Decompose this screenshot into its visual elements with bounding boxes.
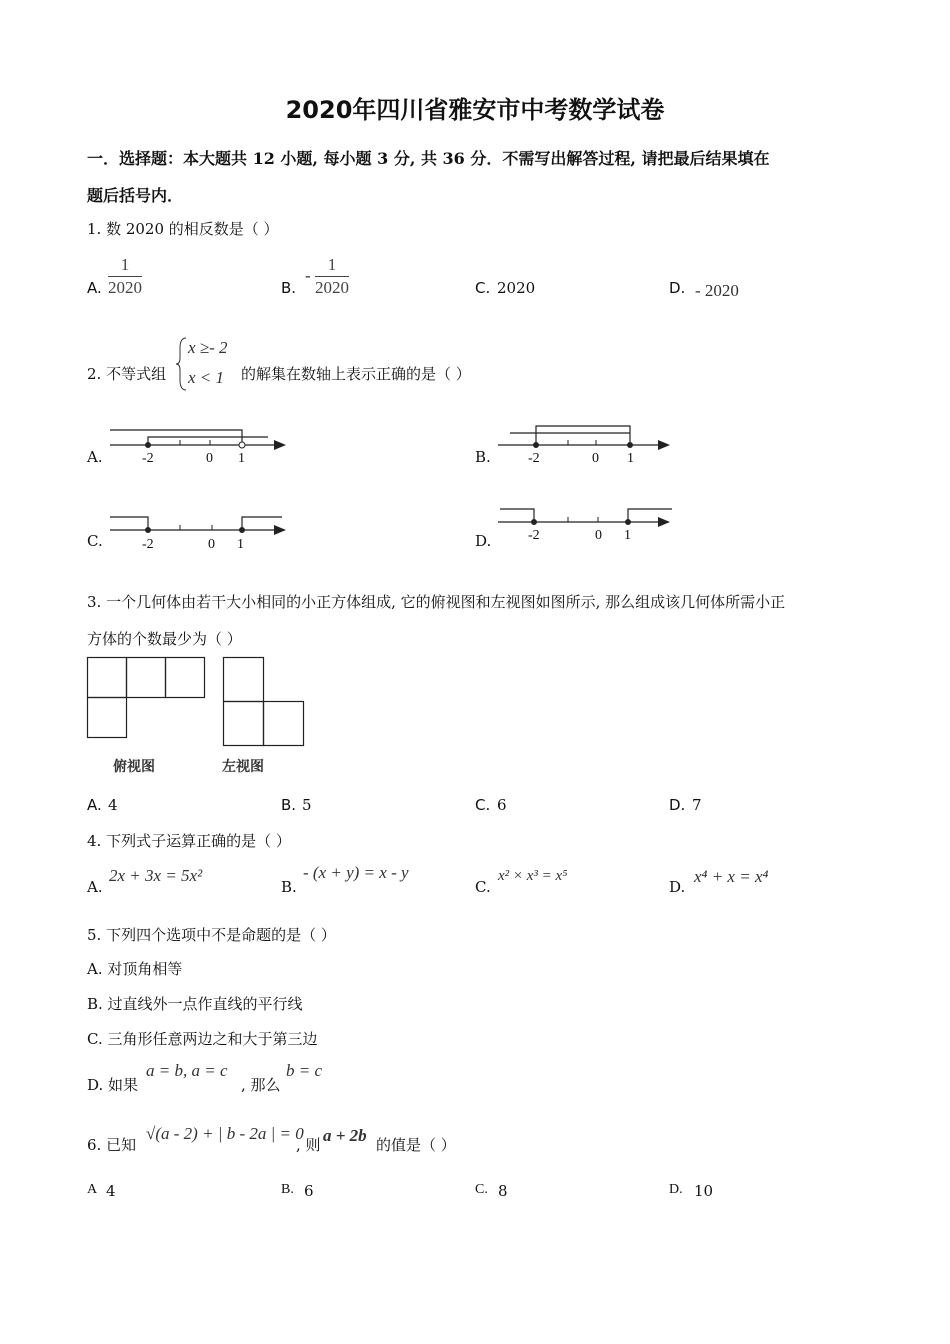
q6-option-d-text: 10 — [694, 1182, 714, 1200]
q1-option-b-label: B. — [281, 279, 297, 297]
q5-option-c: C. 三角形任意两边之和大于第三边 — [87, 1030, 318, 1048]
q2-inequality-2: x < 1 — [188, 368, 225, 387]
q4-option-c-label: C. — [475, 878, 491, 896]
question-6-stem-suffix: 的值是（ ） — [376, 1136, 456, 1154]
q2-option-d-number-line — [498, 500, 678, 530]
q4-option-a-label: A. — [87, 878, 103, 896]
question-1-stem: 1. 数 2020 的相反数是（ ） — [87, 220, 279, 238]
q6-option-b-label: B. — [281, 1182, 294, 1197]
q5-option-d-math-2: b = c — [286, 1061, 323, 1080]
q1-option-a-fraction — [108, 255, 142, 298]
q2-option-b-label: B. — [475, 448, 491, 466]
q4-option-b-math: - (x + y) = x - y — [303, 863, 409, 882]
q2-option-c-label: C. — [87, 532, 103, 550]
q5-option-d-prefix: D. 如果 — [87, 1076, 139, 1094]
q4-option-b-label: B. — [281, 878, 297, 896]
q3-left-view-figure — [223, 657, 305, 747]
page-title: 2020年四川省雅安市中考数学试卷 — [285, 96, 665, 124]
q2-a-tick-1: 1 — [238, 451, 245, 466]
q2-b-tick-1: 1 — [627, 451, 634, 466]
section-header-line1: 一．选择题：本大题共 12 小题, 每小题 3 分, 共 36 分．不需写出解答过程, 请把最后结果填在 — [87, 149, 770, 168]
q1-a-numerator: 1 — [108, 255, 142, 277]
q1-b-denominator: 2020 — [315, 278, 349, 297]
q3-option-d-text: 7 — [692, 796, 702, 814]
q3-option-c-text: 6 — [497, 796, 507, 814]
q1-option-a-label: A. — [87, 279, 102, 297]
q2-d-tick-0: 0 — [595, 528, 602, 543]
section-header-line2: 题后括号内． — [87, 186, 184, 205]
q3-top-view-caption: 俯视图 — [113, 759, 155, 775]
q2-option-a-label: A. — [87, 448, 103, 466]
q2-option-c-number-line — [110, 508, 290, 538]
q6-math-condition: √(a - 2) + | b - 2a | = 0 — [146, 1124, 304, 1143]
q6-option-c-text: 8 — [498, 1182, 508, 1200]
q4-option-d-math: x⁴ + x = x⁴ — [694, 867, 769, 886]
q1-a-denominator: 2020 — [108, 278, 142, 297]
q2-option-d-label: D. — [475, 532, 492, 550]
question-6-stem-prefix: 6. 已知 — [87, 1136, 137, 1154]
q2-b-tick-neg2: -2 — [528, 451, 540, 466]
q2-c-tick-neg2: -2 — [142, 537, 154, 552]
q5-option-a: A. 对顶角相等 — [87, 960, 183, 978]
q2-b-tick-0: 0 — [592, 451, 599, 466]
q5-option-d-mid: , 那么 — [241, 1076, 281, 1094]
q1-option-b-fraction — [315, 255, 349, 298]
q1-option-d-label: D. — [669, 279, 686, 297]
q3-option-a-text: 4 — [108, 796, 118, 814]
question-2-stem-prefix: 2. 不等式组 — [87, 365, 167, 383]
q2-c-tick-1: 1 — [237, 537, 244, 552]
q2-option-a-number-line — [110, 420, 290, 450]
question-2-stem-suffix: 的解集在数轴上表示正确的是（ ） — [241, 365, 471, 383]
q4-option-d-label: D. — [669, 878, 686, 896]
q3-left-view-caption: 左视图 — [222, 759, 264, 775]
q1-b-numerator: 1 — [315, 255, 349, 277]
q3-option-b-text: 5 — [302, 796, 312, 814]
q3-option-a-label: A. — [87, 796, 102, 814]
q4-option-c-math: x² × x³ = x⁵ — [498, 868, 568, 884]
q2-a-tick-neg2: -2 — [142, 451, 154, 466]
q1-option-d-text: - 2020 — [695, 281, 739, 300]
q2-a-tick-0: 0 — [206, 451, 213, 466]
q6-option-a-label: A — [87, 1182, 98, 1197]
q3-option-c-label: C. — [475, 796, 491, 814]
question-3-stem-line2: 方体的个数最少为（ ） — [87, 630, 242, 648]
question-6-stem-mid: , 则 — [296, 1136, 321, 1154]
q3-top-view-figure — [87, 657, 207, 739]
q2-d-tick-1: 1 — [624, 528, 631, 543]
q6-math-expression: a + 2b — [323, 1126, 367, 1145]
q5-option-d-math-1: a = b, a = c — [146, 1061, 228, 1080]
q5-option-b: B. 过直线外一点作直线的平行线 — [87, 995, 303, 1013]
q6-option-d-label: D. — [669, 1182, 683, 1197]
q2-c-tick-0: 0 — [208, 537, 215, 552]
q2-d-tick-neg2: -2 — [528, 528, 540, 543]
q1-option-c-text: 2020 — [497, 279, 536, 297]
q6-option-c-label: C. — [475, 1182, 488, 1197]
q3-option-d-label: D. — [669, 796, 686, 814]
q4-option-a-math: 2x + 3x = 5x² — [109, 866, 203, 885]
q6-option-b-text: 6 — [304, 1182, 314, 1200]
question-3-stem-line1: 3. 一个几何体由若干大小相同的小正方体组成, 它的俯视图和左视图如图所示, 那么组成该几何体所需小正 — [87, 593, 786, 611]
q2-option-b-number-line — [498, 420, 678, 450]
q1-option-c-label: C. — [475, 279, 491, 297]
q3-option-b-label: B. — [281, 796, 297, 814]
q6-option-a-text: 4 — [106, 1182, 116, 1200]
question-5-stem: 5. 下列四个选项中不是命题的是（ ） — [87, 926, 336, 944]
q2-brace — [176, 336, 188, 392]
q2-inequality-1: x ≥- 2 — [188, 338, 228, 357]
question-4-stem: 4. 下列式子运算正确的是（ ） — [87, 832, 291, 850]
q1-option-b-sign: - — [305, 266, 311, 285]
